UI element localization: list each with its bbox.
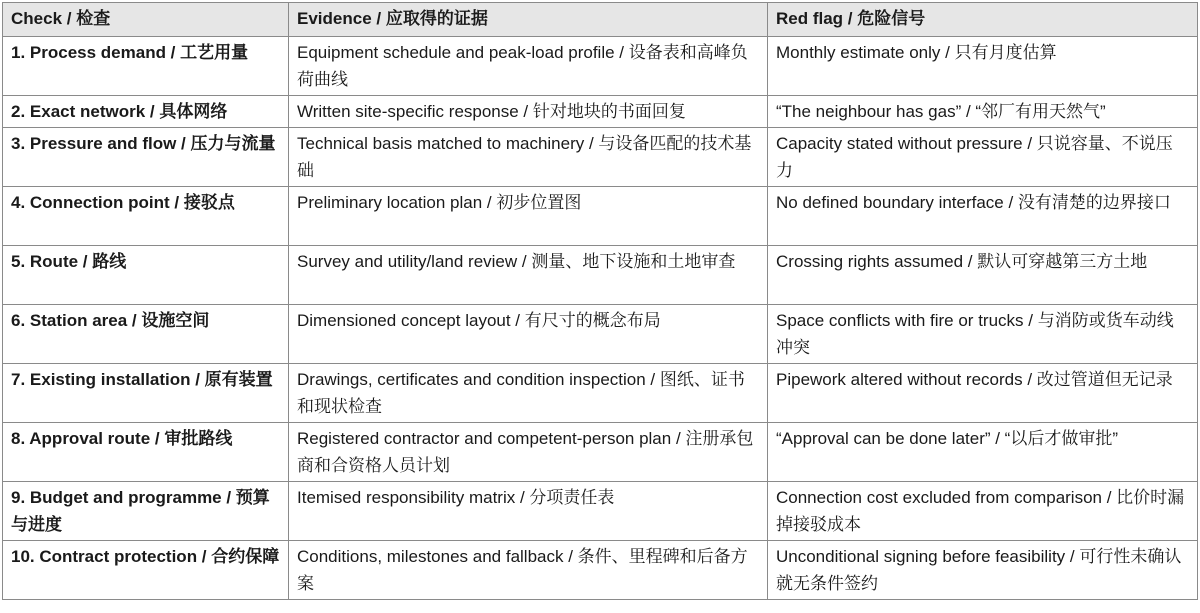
evidence-cell: Registered contractor and competent-person plan / 注册承包商和合资格人员计划 bbox=[289, 423, 768, 482]
evidence-cell: Equipment schedule and peak-load profile / 设备表和高峰负荷曲线 bbox=[289, 37, 768, 96]
header-red-flag: Red flag / 危险信号 bbox=[768, 3, 1198, 37]
red-flag-cell: Space conflicts with fire or trucks / 与消防或货车动线冲突 bbox=[768, 305, 1198, 364]
evidence-cell: Dimensioned concept layout / 有尺寸的概念布局 bbox=[289, 305, 768, 364]
red-flag-cell: Pipework altered without records / 改过管道但无记录 bbox=[768, 364, 1198, 423]
red-flag-cell: “Approval can be done later” / “以后才做审批” bbox=[768, 423, 1198, 482]
header-check: Check / 检查 bbox=[3, 3, 289, 37]
header-row bbox=[3, 3, 1198, 37]
check-cell: 7. Existing installation / 原有装置 bbox=[3, 364, 289, 423]
check-cell: 8. Approval route / 审批路线 bbox=[3, 423, 289, 482]
table-row bbox=[3, 305, 1198, 364]
header-evidence: Evidence / 应取得的证据 bbox=[289, 3, 768, 37]
table-row bbox=[3, 482, 1198, 541]
red-flag-cell: Unconditional signing before feasibility / 可行性未确认就无条件签约 bbox=[768, 541, 1198, 600]
check-cell: 3. Pressure and flow / 压力与流量 bbox=[3, 128, 289, 187]
red-flag-cell: “The neighbour has gas” / “邻厂有用天然气” bbox=[768, 96, 1198, 128]
table-row bbox=[3, 246, 1198, 305]
table-row bbox=[3, 96, 1198, 128]
evidence-cell: Conditions, milestones and fallback / 条件、里程碑和后备方案 bbox=[289, 541, 768, 600]
red-flag-cell: Capacity stated without pressure / 只说容量、不说压力 bbox=[768, 128, 1198, 187]
evidence-cell: Drawings, certificates and condition inspection / 图纸、证书和现状检查 bbox=[289, 364, 768, 423]
table-row bbox=[3, 128, 1198, 187]
evidence-cell: Survey and utility/land review / 测量、地下设施和土地审查 bbox=[289, 246, 768, 305]
table-row bbox=[3, 364, 1198, 423]
table-row bbox=[3, 37, 1198, 96]
evidence-cell: Preliminary location plan / 初步位置图 bbox=[289, 187, 768, 246]
red-flag-cell: Monthly estimate only / 只有月度估算 bbox=[768, 37, 1198, 96]
table-row bbox=[3, 187, 1198, 246]
table-row bbox=[3, 541, 1198, 600]
check-cell: 1. Process demand / 工艺用量 bbox=[3, 37, 289, 96]
evidence-cell: Technical basis matched to machinery / 与设备匹配的技术基础 bbox=[289, 128, 768, 187]
evidence-cell: Itemised responsibility matrix / 分项责任表 bbox=[289, 482, 768, 541]
check-cell: 5. Route / 路线 bbox=[3, 246, 289, 305]
red-flag-cell: Connection cost excluded from comparison / 比价时漏掉接驳成本 bbox=[768, 482, 1198, 541]
check-cell: 10. Contract protection / 合约保障 bbox=[3, 541, 289, 600]
red-flag-cell: Crossing rights assumed / 默认可穿越第三方土地 bbox=[768, 246, 1198, 305]
evidence-cell: Written site-specific response / 针对地块的书面回复 bbox=[289, 96, 768, 128]
checklist-table bbox=[2, 2, 1198, 600]
table-row bbox=[3, 423, 1198, 482]
check-cell: 9. Budget and programme / 预算与进度 bbox=[3, 482, 289, 541]
check-cell: 6. Station area / 设施空间 bbox=[3, 305, 289, 364]
check-cell: 2. Exact network / 具体网络 bbox=[3, 96, 289, 128]
red-flag-cell: No defined boundary interface / 没有清楚的边界接口 bbox=[768, 187, 1198, 246]
check-cell: 4. Connection point / 接驳点 bbox=[3, 187, 289, 246]
